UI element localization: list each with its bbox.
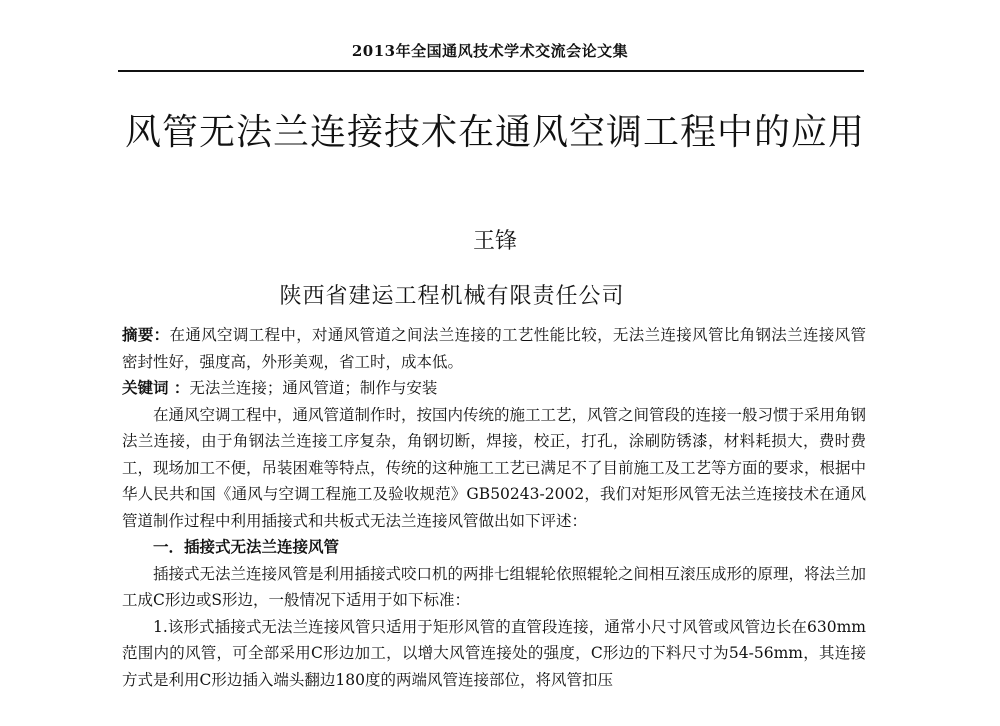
- author-affiliation: 陕西省建运工程机械有限责任公司: [279, 284, 625, 309]
- keywords: [122, 375, 866, 402]
- keywords-text: 无法兰连接；通风管道；制作与安装: [189, 379, 438, 397]
- abstract: [122, 322, 866, 375]
- article-body: [122, 322, 866, 693]
- keywords-label: 关键词 ：: [122, 378, 190, 397]
- intro-paragraph: 在通风空调工程中，通风管道制作时，按国内传统的施工工艺，风管之间管段的连接一般习惯于采用角钢法兰连接，由于角钢法兰连接工序复杂，角钢切断，焊接，校正，打孔，涂刷防锈漆，材料耗损大，费时费工，现场加工不便，吊装困难等特点，传统的这种施工工艺已满足不了目前施工及工艺等方面的要求，根据中华人民共和国《通风与空调工程施工及验收规范》GB50243-2002，我们对矩形风管无法兰连接技术在通风管道制作过程中利用插接式和共板式无法兰连接风管做出如下评述：: [122, 405, 867, 530]
- abstract-label: 摘要：: [122, 325, 170, 344]
- abstract-text: 在通风空调工程中，对通风管道之间法兰连接的工艺性能比较，无法兰连接风管比角钢法兰连接风管密封性好，强度高，外形美观，省工时，成本低。: [122, 326, 866, 371]
- section-heading: 一．插接式无法兰连接风管: [153, 537, 340, 556]
- author-name: 王锋: [472, 229, 517, 254]
- running-header: 2013年全国通风技术学术交流会论文集: [351, 42, 629, 60]
- list-item: 1.该形式插接式无法兰连接风管只适用于矩形风管的直管段连接，通常小尺寸风管或风管边长在630mm范围内的风管，可全部采用C形边加工，以增大风管连接处的强度，C形边的下料尺寸为54-56mm，其连接方式是利用C形边插入端头翻边180度的两端风管连接部位，将风管扣压: [122, 617, 866, 689]
- header-rule: [118, 70, 864, 72]
- section-paragraph: 插接式无法兰连接风管是利用插接式咬口机的两排七组辊轮依照辊轮之间相互滚压成形的原理，将法兰加工成C形边或S形边，一般情况下适用于如下标准：: [122, 564, 867, 609]
- article-title: 风管无法兰连接技术在通风空调工程中的应用: [124, 112, 865, 153]
